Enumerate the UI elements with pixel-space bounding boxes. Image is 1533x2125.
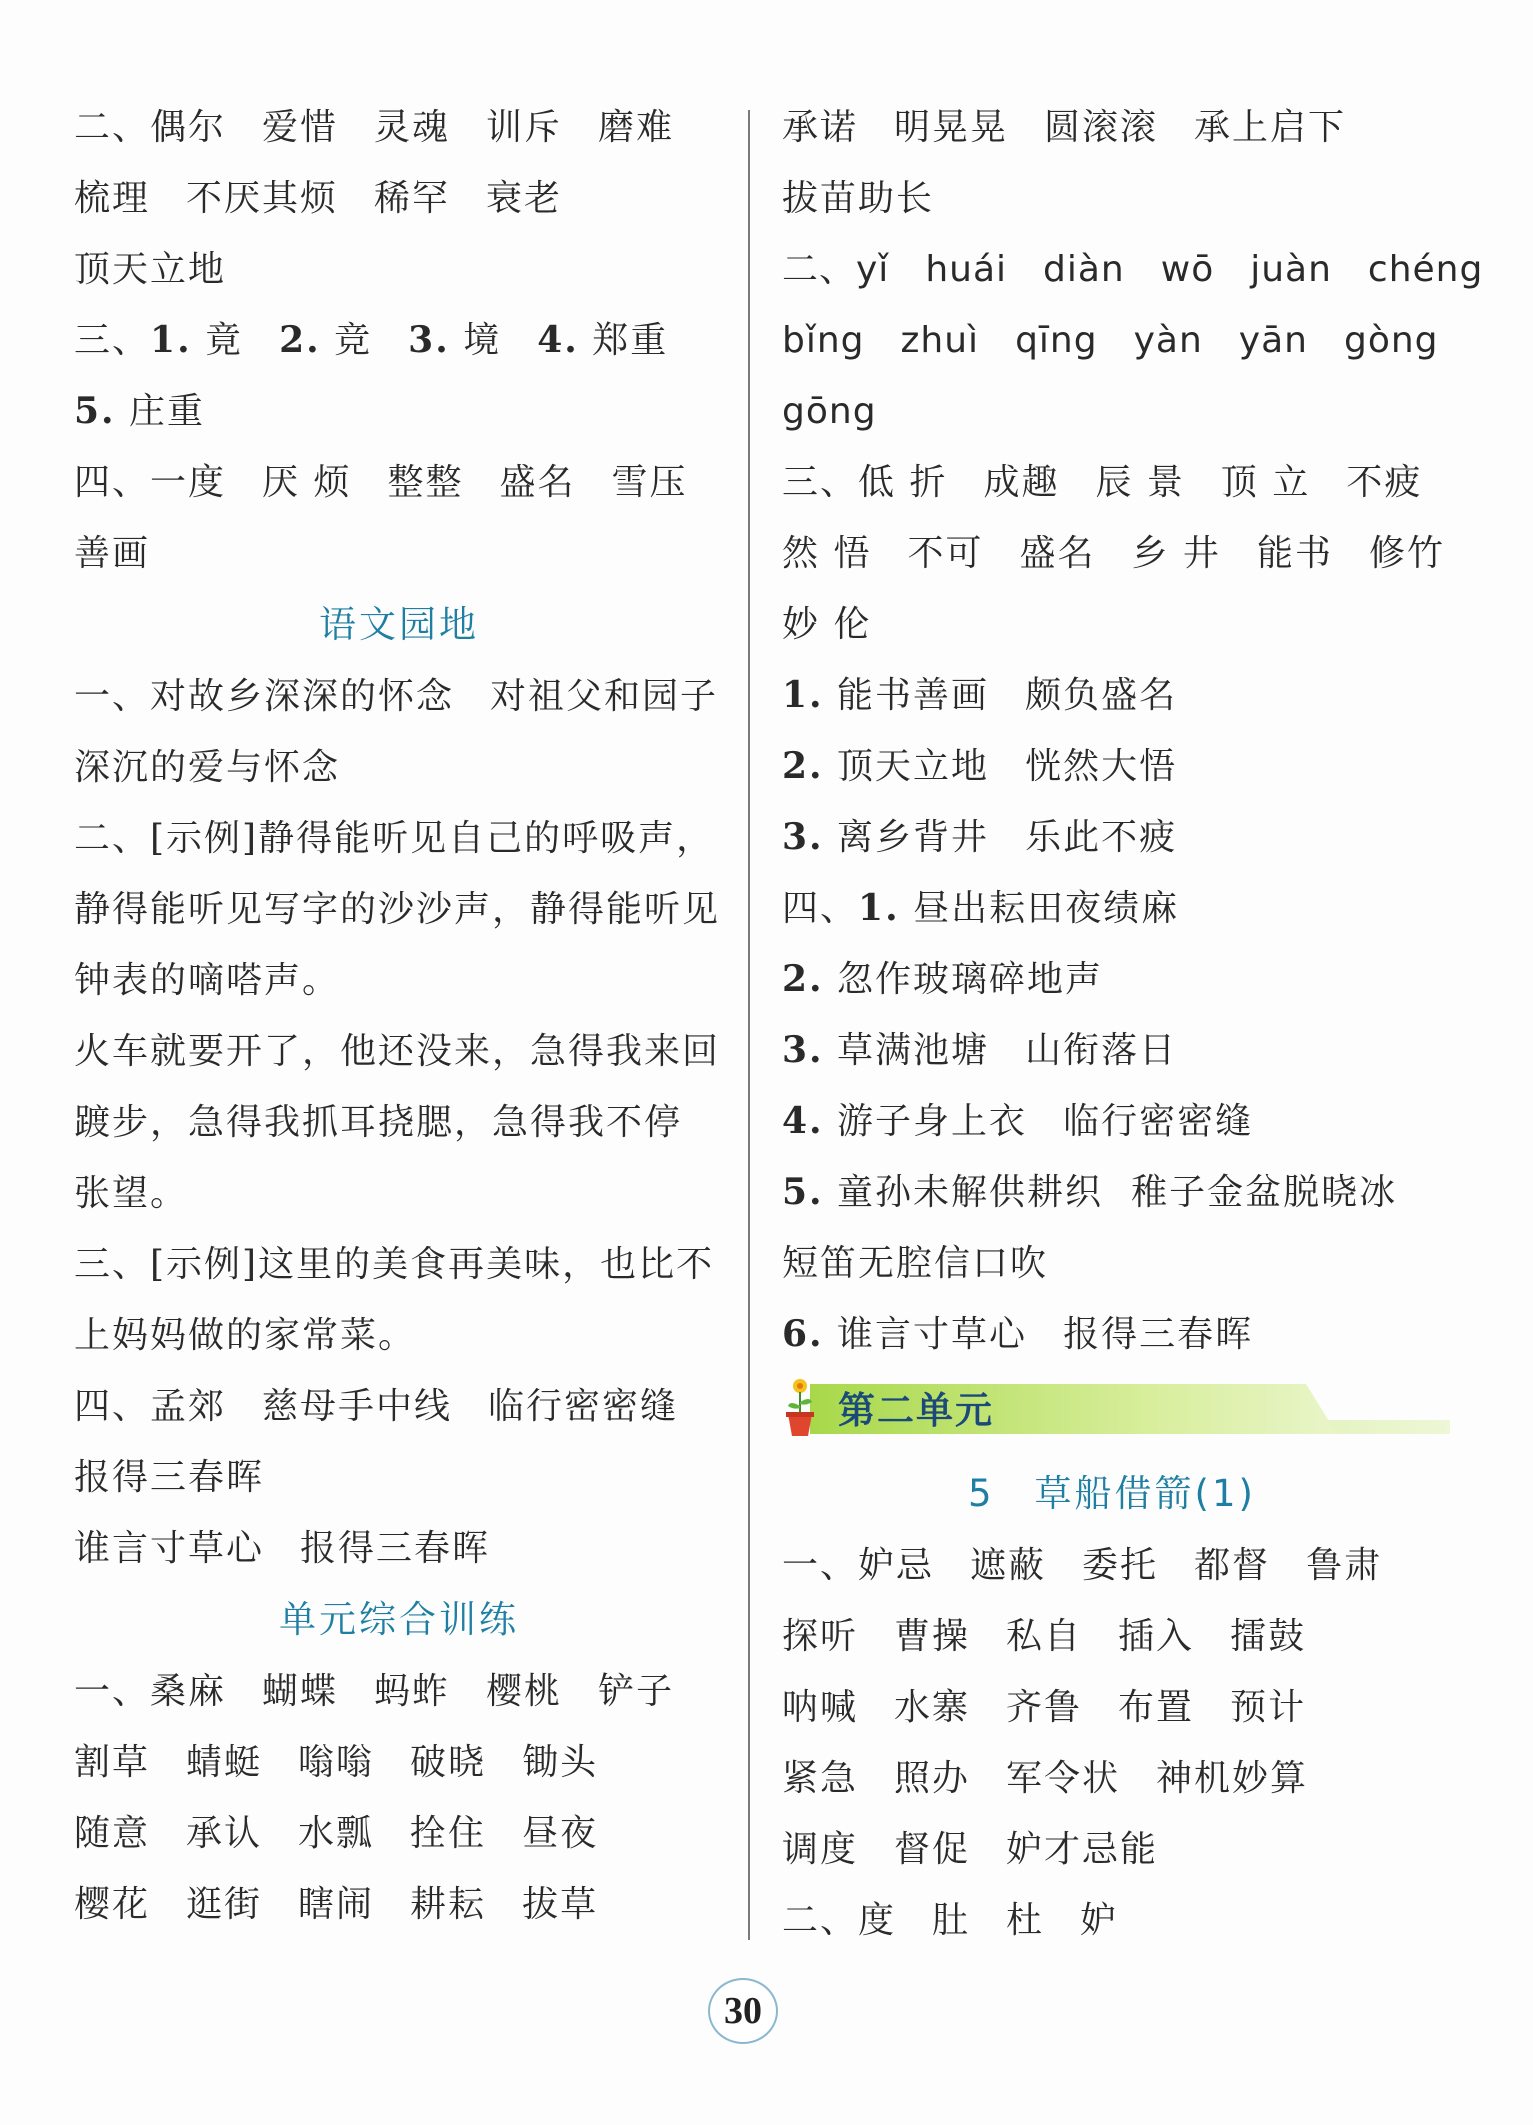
answer-line: 然 悟 不可 盛名 乡 井 能书 修竹 bbox=[782, 533, 1445, 574]
answer-line: 6. 谁言寸草心 报得三春晖 bbox=[782, 1313, 1254, 1355]
answer-line: 三、低 折 成趣 辰 景 顶 立 不疲 bbox=[782, 462, 1423, 503]
answer-line: 四、一度 厌 烦 整整 盛名 雪压 bbox=[74, 462, 688, 503]
lesson-heading: 5 草船借箭(1) bbox=[968, 1472, 1256, 1515]
answer-line: 呐喊 水寨 齐鲁 布置 预计 bbox=[782, 1687, 1307, 1728]
answer-line: 谁言寸草心 报得三春晖 bbox=[74, 1528, 491, 1569]
answer-line: 四、1. 昼出耘田夜绩麻 bbox=[782, 887, 1180, 929]
answer-line: 1. 能书善画 颇负盛名 bbox=[782, 674, 1178, 716]
section-heading: 语文园地 bbox=[319, 603, 479, 646]
answer-line: 短笛无腔信口吹 bbox=[782, 1243, 1049, 1284]
answer-line: 二、偶尔 爱惜 灵魂 训斥 磨难 bbox=[74, 107, 675, 148]
answer-line: 一、妒忌 遮蔽 委托 都督 鲁肃 bbox=[782, 1545, 1383, 1586]
answer-line: 割草 蜻蜓 嗡嗡 破晓 锄头 bbox=[74, 1742, 599, 1783]
answer-line: 一、对故乡深深的怀念 对祖父和园子 bbox=[74, 676, 719, 717]
unit-title: 第二单元 bbox=[838, 1389, 994, 1432]
answer-line: 张望。 bbox=[74, 1173, 189, 1214]
answer-line: 2. 忽作玻璃碎地声 bbox=[782, 958, 1104, 1000]
right-column bbox=[782, 92, 1484, 1956]
answer-line: 二、[示例]静得能听见自己的呼吸声， bbox=[74, 818, 715, 859]
answer-line: 火车就要开了，他还没来，急得我来回 bbox=[74, 1031, 721, 1072]
answer-line: 5. 童孙未解供耕织 稚子金盆脱晓冰 bbox=[782, 1171, 1398, 1213]
answer-line: 善画 bbox=[74, 533, 151, 574]
answer-line: 三、[示例]这里的美食再美味，也比不 bbox=[74, 1244, 715, 1285]
section-heading: 单元综合训练 bbox=[279, 1598, 519, 1641]
answer-line: 四、孟郊 慈母手中线 临行密密缝 bbox=[74, 1386, 679, 1427]
answer-line: 静得能听见写字的沙沙声，静得能听见 bbox=[74, 889, 721, 930]
flower-pot-icon bbox=[782, 1376, 818, 1438]
answer-line: 二、度 肚 杜 妒 bbox=[782, 1900, 1119, 1941]
answer-line: 拔苗助长 bbox=[782, 178, 935, 219]
answer-line: 紧急 照办 军令状 神机妙算 bbox=[782, 1758, 1309, 1799]
answer-line: 一、桑麻 蝴蝶 蚂蚱 樱桃 铲子 bbox=[74, 1671, 675, 1712]
answer-line: 随意 承认 水瓢 拴住 昼夜 bbox=[74, 1813, 599, 1854]
answer-line: 探听 曹操 私自 插入 擂鼓 bbox=[782, 1616, 1307, 1657]
answer-line: 钟表的嘀嗒声。 bbox=[74, 960, 341, 1001]
column-divider bbox=[748, 110, 750, 1940]
page-number: 30 bbox=[708, 1978, 778, 2044]
answer-line: 调度 督促 妒才忌能 bbox=[782, 1829, 1159, 1870]
answer-line: 报得三春晖 bbox=[74, 1457, 265, 1498]
answer-line: 上妈妈做的家常菜。 bbox=[74, 1315, 417, 1356]
pinyin-line: bǐng zhuì qīng yàn yān gòng bbox=[782, 320, 1439, 361]
pinyin-line: gōng bbox=[782, 391, 877, 432]
answer-line: 3. 离乡背井 乐此不疲 bbox=[782, 816, 1178, 858]
answer-line: 承诺 明晃晃 圆滚滚 承上启下 bbox=[782, 107, 1347, 148]
answer-line: 妙 伦 bbox=[782, 604, 872, 645]
answer-line: 樱花 逛街 瞎闹 耕耘 拔草 bbox=[74, 1884, 599, 1925]
answer-line: 2. 顶天立地 恍然大悟 bbox=[782, 745, 1178, 787]
answer-line: 3. 草满池塘 山衔落日 bbox=[782, 1029, 1178, 1071]
unit-banner bbox=[782, 1374, 1442, 1444]
answer-line: 三、1. 竟 2. 竞 3. 境 4. 郑重 bbox=[74, 319, 669, 361]
left-column bbox=[74, 92, 724, 1940]
answer-line: 5. 庄重 bbox=[74, 390, 206, 432]
answer-line: 顶天立地 bbox=[74, 249, 227, 290]
pinyin-line: 二、yǐ huái diàn wō juàn chéng bbox=[782, 249, 1484, 290]
answer-line: 梳理 不厌其烦 稀罕 衰老 bbox=[74, 178, 563, 219]
answer-line: 踱步，急得我抓耳挠腮，急得我不停 bbox=[74, 1102, 683, 1143]
answer-line: 深沉的爱与怀念 bbox=[74, 747, 341, 788]
answer-line: 4. 游子身上衣 临行密密缝 bbox=[782, 1100, 1254, 1142]
